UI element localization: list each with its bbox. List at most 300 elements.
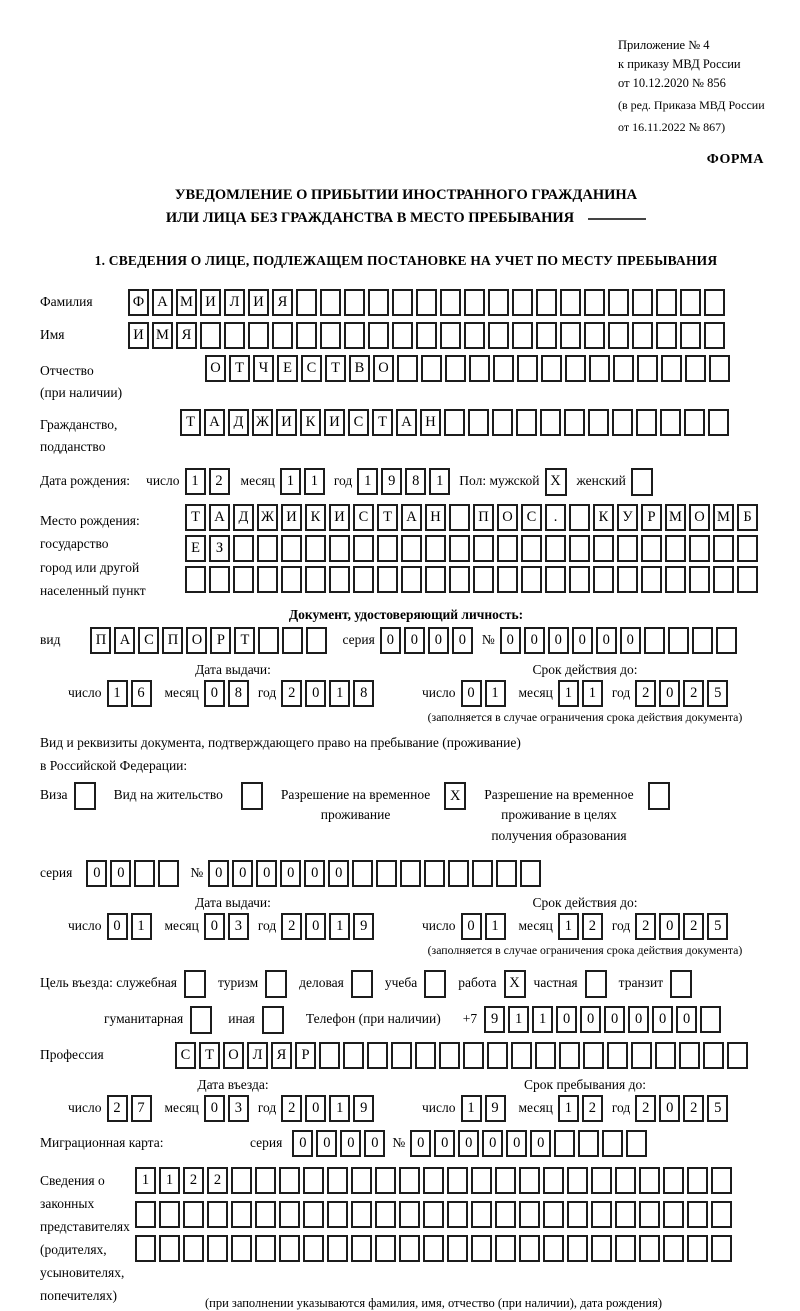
- char-cell[interactable]: [520, 860, 541, 887]
- char-cell[interactable]: [684, 409, 705, 436]
- char-cell[interactable]: [375, 1235, 396, 1262]
- char-cell[interactable]: [306, 627, 327, 654]
- resdoc-issue-month-cells[interactable]: [204, 913, 252, 940]
- char-cell[interactable]: [305, 566, 326, 593]
- char-cell[interactable]: [391, 1042, 412, 1069]
- char-cell[interactable]: 0: [364, 1130, 385, 1157]
- char-cell[interactable]: [425, 566, 446, 593]
- char-cell[interactable]: [401, 535, 422, 562]
- char-cell[interactable]: С: [138, 627, 159, 654]
- char-cell[interactable]: [472, 860, 493, 887]
- char-cell[interactable]: [415, 1042, 436, 1069]
- char-cell[interactable]: [639, 1167, 660, 1194]
- iddoc-issue-day-cells[interactable]: [107, 680, 155, 707]
- char-cell[interactable]: [511, 1042, 532, 1069]
- birth-day-cells[interactable]: [185, 468, 233, 495]
- char-cell[interactable]: И: [248, 289, 269, 316]
- char-cell[interactable]: [656, 322, 677, 349]
- char-cell[interactable]: [255, 1201, 276, 1228]
- char-cell[interactable]: К: [300, 409, 321, 436]
- birthplace-cells-row1[interactable]: [185, 504, 761, 531]
- char-cell[interactable]: Я: [271, 1042, 292, 1069]
- char-cell[interactable]: [399, 1167, 420, 1194]
- char-cell[interactable]: [440, 322, 461, 349]
- purpose-study-checkbox[interactable]: [424, 970, 446, 998]
- char-cell[interactable]: 0: [676, 1006, 697, 1033]
- char-cell[interactable]: [353, 566, 374, 593]
- char-cell[interactable]: [449, 566, 470, 593]
- char-cell[interactable]: 0: [110, 860, 131, 887]
- char-cell[interactable]: 1: [329, 680, 350, 707]
- purpose-other-checkbox[interactable]: [262, 1006, 284, 1034]
- char-cell[interactable]: [704, 322, 725, 349]
- char-cell[interactable]: [569, 566, 590, 593]
- char-cell[interactable]: 0: [204, 1095, 225, 1122]
- char-cell[interactable]: [535, 1042, 556, 1069]
- char-cell[interactable]: [716, 627, 737, 654]
- char-cell[interactable]: 9: [485, 1095, 506, 1122]
- resdoc-number-cells[interactable]: [208, 860, 544, 887]
- char-cell[interactable]: И: [281, 504, 302, 531]
- birth-year-cells[interactable]: [357, 468, 453, 495]
- char-cell[interactable]: [631, 1042, 652, 1069]
- char-cell[interactable]: [473, 566, 494, 593]
- char-cell[interactable]: Т: [180, 409, 201, 436]
- char-cell[interactable]: [641, 535, 662, 562]
- char-cell[interactable]: [641, 566, 662, 593]
- char-cell[interactable]: 0: [530, 1130, 551, 1157]
- char-cell[interactable]: [344, 322, 365, 349]
- stay-year-cells[interactable]: [635, 1095, 731, 1122]
- char-cell[interactable]: [351, 1201, 372, 1228]
- char-cell[interactable]: [656, 289, 677, 316]
- char-cell[interactable]: К: [593, 504, 614, 531]
- char-cell[interactable]: [660, 409, 681, 436]
- char-cell[interactable]: [496, 860, 517, 887]
- char-cell[interactable]: У: [617, 504, 638, 531]
- char-cell[interactable]: О: [373, 355, 394, 382]
- char-cell[interactable]: [281, 566, 302, 593]
- char-cell[interactable]: [183, 1201, 204, 1228]
- char-cell[interactable]: [700, 1006, 721, 1033]
- char-cell[interactable]: Е: [185, 535, 206, 562]
- char-cell[interactable]: [668, 627, 689, 654]
- char-cell[interactable]: [200, 322, 221, 349]
- char-cell[interactable]: [329, 535, 350, 562]
- char-cell[interactable]: 0: [305, 1095, 326, 1122]
- char-cell[interactable]: [424, 860, 445, 887]
- char-cell[interactable]: [449, 504, 470, 531]
- char-cell[interactable]: [281, 535, 302, 562]
- char-cell[interactable]: 0: [232, 860, 253, 887]
- char-cell[interactable]: 0: [404, 627, 425, 654]
- entry-month-cells[interactable]: [204, 1095, 252, 1122]
- char-cell[interactable]: Р: [295, 1042, 316, 1069]
- char-cell[interactable]: [327, 1235, 348, 1262]
- char-cell[interactable]: А: [396, 409, 417, 436]
- char-cell[interactable]: [521, 566, 542, 593]
- char-cell[interactable]: [353, 535, 374, 562]
- birthplace-cells-row3[interactable]: [185, 566, 761, 593]
- char-cell[interactable]: [593, 566, 614, 593]
- char-cell[interactable]: [541, 355, 562, 382]
- char-cell[interactable]: А: [204, 409, 225, 436]
- char-cell[interactable]: 0: [86, 860, 107, 887]
- char-cell[interactable]: 0: [340, 1130, 361, 1157]
- char-cell[interactable]: [305, 535, 326, 562]
- char-cell[interactable]: 1: [558, 1095, 579, 1122]
- char-cell[interactable]: [231, 1235, 252, 1262]
- char-cell[interactable]: [615, 1201, 636, 1228]
- char-cell[interactable]: [135, 1235, 156, 1262]
- char-cell[interactable]: [351, 1235, 372, 1262]
- char-cell[interactable]: П: [473, 504, 494, 531]
- char-cell[interactable]: М: [713, 504, 734, 531]
- char-cell[interactable]: 2: [683, 913, 704, 940]
- char-cell[interactable]: [637, 355, 658, 382]
- char-cell[interactable]: 0: [305, 913, 326, 940]
- char-cell[interactable]: [512, 322, 533, 349]
- char-cell[interactable]: [540, 409, 561, 436]
- char-cell[interactable]: [495, 1167, 516, 1194]
- char-cell[interactable]: [471, 1201, 492, 1228]
- char-cell[interactable]: [185, 566, 206, 593]
- char-cell[interactable]: [617, 566, 638, 593]
- char-cell[interactable]: О: [223, 1042, 244, 1069]
- profession-cells[interactable]: [175, 1042, 751, 1069]
- char-cell[interactable]: Ж: [257, 504, 278, 531]
- resdoc-valid-year-cells[interactable]: [635, 913, 731, 940]
- char-cell[interactable]: В: [349, 355, 370, 382]
- char-cell[interactable]: 2: [635, 913, 656, 940]
- char-cell[interactable]: [521, 535, 542, 562]
- char-cell[interactable]: [257, 535, 278, 562]
- char-cell[interactable]: 8: [228, 680, 249, 707]
- char-cell[interactable]: [543, 1235, 564, 1262]
- char-cell[interactable]: [493, 355, 514, 382]
- char-cell[interactable]: [471, 1167, 492, 1194]
- char-cell[interactable]: [519, 1201, 540, 1228]
- char-cell[interactable]: [296, 289, 317, 316]
- char-cell[interactable]: [327, 1201, 348, 1228]
- char-cell[interactable]: [400, 860, 421, 887]
- char-cell[interactable]: [473, 535, 494, 562]
- char-cell[interactable]: [445, 355, 466, 382]
- char-cell[interactable]: 0: [524, 627, 545, 654]
- char-cell[interactable]: 2: [582, 913, 603, 940]
- char-cell[interactable]: [319, 1042, 340, 1069]
- char-cell[interactable]: 1: [357, 468, 378, 495]
- char-cell[interactable]: [375, 1167, 396, 1194]
- char-cell[interactable]: [376, 860, 397, 887]
- char-cell[interactable]: [416, 289, 437, 316]
- char-cell[interactable]: [536, 289, 557, 316]
- char-cell[interactable]: 2: [209, 468, 230, 495]
- resdoc-valid-day-cells[interactable]: [461, 913, 509, 940]
- stay-month-cells[interactable]: [558, 1095, 606, 1122]
- char-cell[interactable]: [488, 322, 509, 349]
- char-cell[interactable]: [487, 1042, 508, 1069]
- char-cell[interactable]: 0: [208, 860, 229, 887]
- iddoc-valid-year-cells[interactable]: [635, 680, 731, 707]
- char-cell[interactable]: 0: [652, 1006, 673, 1033]
- char-cell[interactable]: [655, 1042, 676, 1069]
- mcard-series-cells[interactable]: [292, 1130, 388, 1157]
- char-cell[interactable]: [377, 566, 398, 593]
- char-cell[interactable]: 0: [461, 913, 482, 940]
- char-cell[interactable]: З: [209, 535, 230, 562]
- char-cell[interactable]: [591, 1235, 612, 1262]
- char-cell[interactable]: [636, 409, 657, 436]
- char-cell[interactable]: 0: [256, 860, 277, 887]
- char-cell[interactable]: [279, 1235, 300, 1262]
- char-cell[interactable]: 0: [107, 913, 128, 940]
- representatives-cells-row3[interactable]: [135, 1235, 735, 1262]
- resdoc-issue-day-cells[interactable]: [107, 913, 155, 940]
- char-cell[interactable]: [448, 860, 469, 887]
- char-cell[interactable]: 2: [183, 1167, 204, 1194]
- purpose-work-checkbox[interactable]: X: [504, 970, 526, 998]
- char-cell[interactable]: [401, 566, 422, 593]
- char-cell[interactable]: 0: [316, 1130, 337, 1157]
- char-cell[interactable]: [612, 409, 633, 436]
- char-cell[interactable]: [617, 535, 638, 562]
- sex-male-checkbox[interactable]: X: [545, 468, 567, 496]
- char-cell[interactable]: [685, 355, 706, 382]
- char-cell[interactable]: [134, 860, 155, 887]
- char-cell[interactable]: [344, 289, 365, 316]
- char-cell[interactable]: 0: [204, 680, 225, 707]
- char-cell[interactable]: [447, 1201, 468, 1228]
- char-cell[interactable]: О: [186, 627, 207, 654]
- char-cell[interactable]: 2: [207, 1167, 228, 1194]
- char-cell[interactable]: [639, 1235, 660, 1262]
- char-cell[interactable]: [711, 1167, 732, 1194]
- residence-permit-checkbox[interactable]: [241, 782, 263, 810]
- char-cell[interactable]: [468, 409, 489, 436]
- char-cell[interactable]: [368, 322, 389, 349]
- birth-month-cells[interactable]: [280, 468, 328, 495]
- char-cell[interactable]: [447, 1235, 468, 1262]
- char-cell[interactable]: [207, 1235, 228, 1262]
- char-cell[interactable]: 6: [131, 680, 152, 707]
- char-cell[interactable]: [615, 1167, 636, 1194]
- char-cell[interactable]: [497, 566, 518, 593]
- char-cell[interactable]: [392, 289, 413, 316]
- char-cell[interactable]: [516, 409, 537, 436]
- char-cell[interactable]: [584, 322, 605, 349]
- char-cell[interactable]: [687, 1235, 708, 1262]
- char-cell[interactable]: [711, 1201, 732, 1228]
- char-cell[interactable]: [591, 1167, 612, 1194]
- char-cell[interactable]: [519, 1167, 540, 1194]
- char-cell[interactable]: 9: [484, 1006, 505, 1033]
- char-cell[interactable]: С: [353, 504, 374, 531]
- char-cell[interactable]: [713, 535, 734, 562]
- char-cell[interactable]: [626, 1130, 647, 1157]
- iddoc-type-cells[interactable]: [90, 627, 330, 654]
- char-cell[interactable]: [680, 289, 701, 316]
- char-cell[interactable]: 0: [628, 1006, 649, 1033]
- char-cell[interactable]: [559, 1042, 580, 1069]
- char-cell[interactable]: [440, 289, 461, 316]
- char-cell[interactable]: [469, 355, 490, 382]
- char-cell[interactable]: 0: [500, 627, 521, 654]
- temporary-residence-checkbox[interactable]: X: [444, 782, 466, 810]
- char-cell[interactable]: [569, 535, 590, 562]
- char-cell[interactable]: [399, 1235, 420, 1262]
- char-cell[interactable]: [279, 1167, 300, 1194]
- char-cell[interactable]: 0: [410, 1130, 431, 1157]
- char-cell[interactable]: 0: [292, 1130, 313, 1157]
- visa-checkbox[interactable]: [74, 782, 96, 810]
- iddoc-issue-year-cells[interactable]: [281, 680, 377, 707]
- char-cell[interactable]: 0: [572, 627, 593, 654]
- char-cell[interactable]: [392, 322, 413, 349]
- char-cell[interactable]: [399, 1201, 420, 1228]
- char-cell[interactable]: Т: [199, 1042, 220, 1069]
- char-cell[interactable]: 1: [461, 1095, 482, 1122]
- char-cell[interactable]: 0: [659, 913, 680, 940]
- char-cell[interactable]: А: [401, 504, 422, 531]
- char-cell[interactable]: [543, 1167, 564, 1194]
- char-cell[interactable]: 1: [329, 913, 350, 940]
- char-cell[interactable]: [608, 289, 629, 316]
- char-cell[interactable]: О: [497, 504, 518, 531]
- char-cell[interactable]: 1: [532, 1006, 553, 1033]
- char-cell[interactable]: [560, 322, 581, 349]
- char-cell[interactable]: Н: [420, 409, 441, 436]
- char-cell[interactable]: [543, 1201, 564, 1228]
- char-cell[interactable]: [692, 627, 713, 654]
- char-cell[interactable]: [425, 535, 446, 562]
- char-cell[interactable]: [343, 1042, 364, 1069]
- char-cell[interactable]: М: [176, 289, 197, 316]
- purpose-official-checkbox[interactable]: [184, 970, 206, 998]
- char-cell[interactable]: [320, 322, 341, 349]
- char-cell[interactable]: С: [521, 504, 542, 531]
- char-cell[interactable]: [708, 409, 729, 436]
- char-cell[interactable]: [661, 355, 682, 382]
- char-cell[interactable]: [279, 1201, 300, 1228]
- char-cell[interactable]: [567, 1167, 588, 1194]
- char-cell[interactable]: 1: [558, 913, 579, 940]
- char-cell[interactable]: 9: [381, 468, 402, 495]
- purpose-private-checkbox[interactable]: [585, 970, 607, 998]
- char-cell[interactable]: [663, 1201, 684, 1228]
- char-cell[interactable]: 0: [620, 627, 641, 654]
- char-cell[interactable]: [258, 627, 279, 654]
- char-cell[interactable]: 2: [683, 1095, 704, 1122]
- char-cell[interactable]: [255, 1167, 276, 1194]
- char-cell[interactable]: [519, 1235, 540, 1262]
- char-cell[interactable]: [159, 1201, 180, 1228]
- entry-day-cells[interactable]: [107, 1095, 155, 1122]
- char-cell[interactable]: 0: [461, 680, 482, 707]
- char-cell[interactable]: [296, 322, 317, 349]
- char-cell[interactable]: 0: [548, 627, 569, 654]
- char-cell[interactable]: 0: [482, 1130, 503, 1157]
- char-cell[interactable]: 1: [582, 680, 603, 707]
- birthplace-cells-row2[interactable]: [185, 535, 761, 562]
- temporary-residence-education-checkbox[interactable]: [648, 782, 670, 810]
- char-cell[interactable]: [593, 535, 614, 562]
- char-cell[interactable]: [591, 1201, 612, 1228]
- char-cell[interactable]: 0: [280, 860, 301, 887]
- char-cell[interactable]: Б: [737, 504, 758, 531]
- char-cell[interactable]: [329, 566, 350, 593]
- char-cell[interactable]: [545, 535, 566, 562]
- char-cell[interactable]: 7: [131, 1095, 152, 1122]
- char-cell[interactable]: 0: [506, 1130, 527, 1157]
- char-cell[interactable]: [423, 1167, 444, 1194]
- char-cell[interactable]: [368, 289, 389, 316]
- char-cell[interactable]: И: [200, 289, 221, 316]
- char-cell[interactable]: [663, 1167, 684, 1194]
- char-cell[interactable]: [607, 1042, 628, 1069]
- char-cell[interactable]: [233, 535, 254, 562]
- char-cell[interactable]: [632, 289, 653, 316]
- char-cell[interactable]: [272, 322, 293, 349]
- char-cell[interactable]: [584, 289, 605, 316]
- char-cell[interactable]: [517, 355, 538, 382]
- char-cell[interactable]: [320, 289, 341, 316]
- char-cell[interactable]: Т: [377, 504, 398, 531]
- name-cells[interactable]: [128, 322, 728, 349]
- char-cell[interactable]: 8: [353, 680, 374, 707]
- char-cell[interactable]: Д: [228, 409, 249, 436]
- char-cell[interactable]: [255, 1235, 276, 1262]
- char-cell[interactable]: [644, 627, 665, 654]
- iddoc-number-cells[interactable]: [500, 627, 740, 654]
- char-cell[interactable]: [439, 1042, 460, 1069]
- char-cell[interactable]: [564, 409, 585, 436]
- char-cell[interactable]: 1: [429, 468, 450, 495]
- iddoc-series-cells[interactable]: [380, 627, 476, 654]
- char-cell[interactable]: 0: [328, 860, 349, 887]
- char-cell[interactable]: 2: [107, 1095, 128, 1122]
- char-cell[interactable]: 2: [281, 1095, 302, 1122]
- char-cell[interactable]: [687, 1201, 708, 1228]
- char-cell[interactable]: [704, 289, 725, 316]
- char-cell[interactable]: [421, 355, 442, 382]
- char-cell[interactable]: С: [348, 409, 369, 436]
- char-cell[interactable]: С: [175, 1042, 196, 1069]
- char-cell[interactable]: 0: [434, 1130, 455, 1157]
- char-cell[interactable]: [377, 535, 398, 562]
- char-cell[interactable]: О: [689, 504, 710, 531]
- char-cell[interactable]: [679, 1042, 700, 1069]
- char-cell[interactable]: 1: [329, 1095, 350, 1122]
- char-cell[interactable]: [615, 1235, 636, 1262]
- char-cell[interactable]: 8: [405, 468, 426, 495]
- char-cell[interactable]: 5: [707, 1095, 728, 1122]
- char-cell[interactable]: 0: [458, 1130, 479, 1157]
- char-cell[interactable]: 0: [204, 913, 225, 940]
- char-cell[interactable]: А: [209, 504, 230, 531]
- char-cell[interactable]: Л: [224, 289, 245, 316]
- char-cell[interactable]: 0: [380, 627, 401, 654]
- char-cell[interactable]: 5: [707, 913, 728, 940]
- char-cell[interactable]: [464, 322, 485, 349]
- char-cell[interactable]: [488, 289, 509, 316]
- char-cell[interactable]: 1: [304, 468, 325, 495]
- char-cell[interactable]: П: [90, 627, 111, 654]
- char-cell[interactable]: [231, 1167, 252, 1194]
- char-cell[interactable]: И: [276, 409, 297, 436]
- char-cell[interactable]: [687, 1167, 708, 1194]
- char-cell[interactable]: [423, 1201, 444, 1228]
